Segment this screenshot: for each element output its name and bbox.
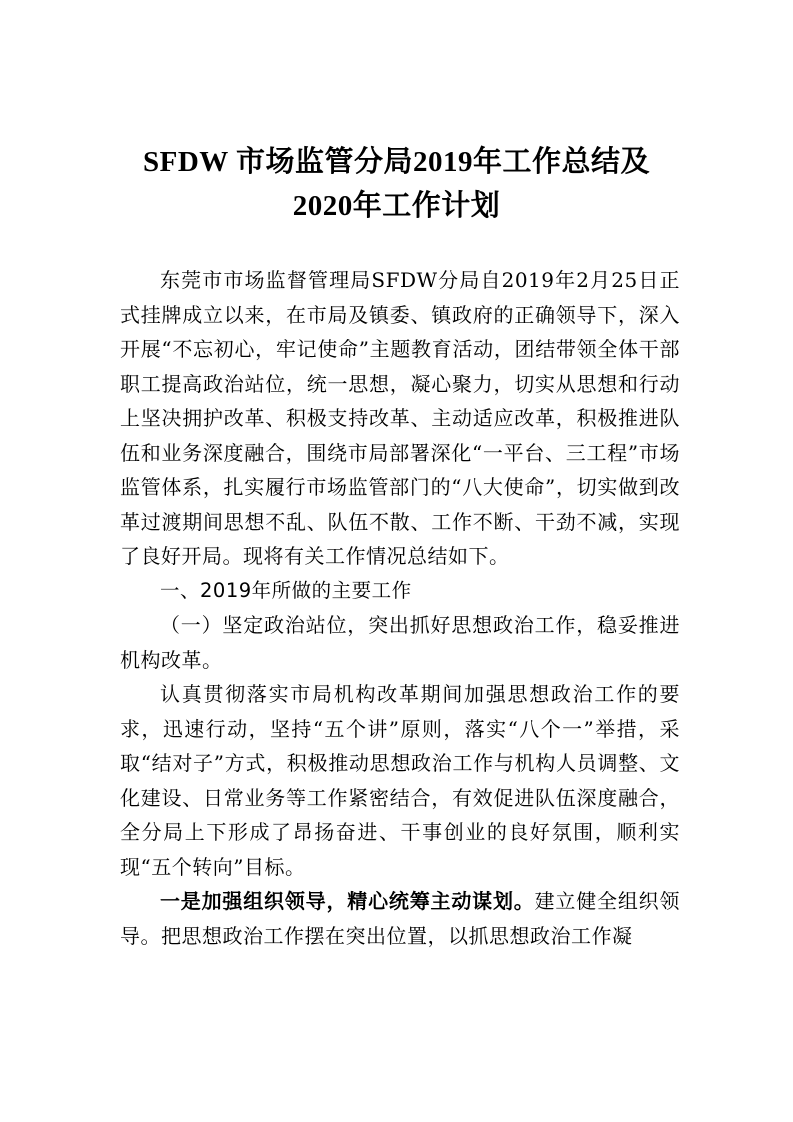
body-paragraph: 认真贯彻落实市局机构改革期间加强思想政治工作的要求，迅速行动，坚持“五个讲”原则，落实“八个一”举措，采取“结对子”方式，积极推动思想政治工作与机构人员调整、文化建设、日常业务等工作紧密结合，有效促进队伍深度融合，全分局上下形成了昂扬奋进、干事创业的良好氛围，顺利实现“五个转向”目标。 [120, 682, 680, 879]
body-paragraph-with-lead [120, 884, 680, 953]
document-body [120, 263, 680, 953]
paragraph-lead-bold: 一是加强组织领导，精心统筹主动谋划。 [160, 889, 535, 913]
section-heading: 一、2019年所做的主要工作 [160, 578, 412, 602]
intro-paragraph: 东莞市市场监督管理局SFDW分局自2019年2月25日正式挂牌成立以来，在市局及镇委、镇政府的正确领导下，深入开展“不忘初心，牢记使命”主题教育活动，团结带领全体干部职工提高政治站位，统一思想，凝心聚力，切实从思想和行动上坚决拥护改革、积极支持改革、主动适应改革，积极推进队伍和业务深度融合，围绕市局部署深化“一平台、三工程”市场监管体系，扎实履行市场监管部门的“八大使命”，切实做到改革过渡期间思想不乱、队伍不散、工作不断、干劲不减，实现了良好开局。现将有关工作情况总结如下。 [120, 268, 680, 568]
subsection-heading: （一）坚定政治站位，突出抓好思想政治工作，稳妥推进机构改革。 [120, 613, 680, 672]
paragraph-rest: 建立健全组织领导。把思想政治工作摆在突出位置，以抓思想政治工作凝 [120, 889, 680, 948]
document-title-line2: 2020年工作计划 [292, 190, 501, 222]
document-title-line1: SFDW 市场监管分局2019年工作总结及 [142, 146, 650, 178]
